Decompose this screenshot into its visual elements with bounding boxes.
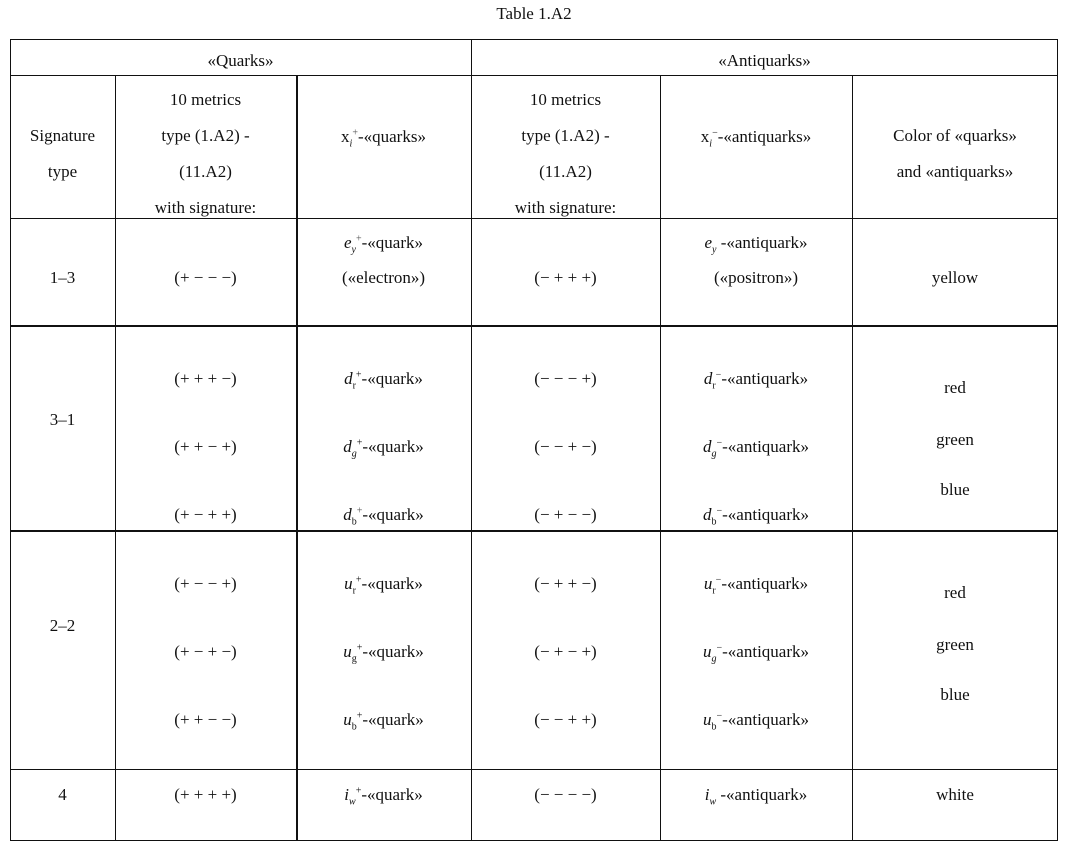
symbol-sup: − bbox=[716, 642, 723, 654]
antiquark-signature: (− − − +) bbox=[534, 369, 597, 388]
symbol-sub: g bbox=[351, 448, 357, 460]
header-line: (11.A2) bbox=[179, 162, 232, 181]
symbol-text: -«antiquark» bbox=[721, 574, 809, 593]
signature-type-cell: 3–1 bbox=[49, 410, 76, 429]
color-cell: yellow bbox=[931, 268, 979, 287]
antiquark-symbol bbox=[660, 574, 852, 597]
symbol-sup: + bbox=[356, 505, 363, 517]
signature-type-cell: 1–3 bbox=[49, 268, 76, 287]
symbol-base: d bbox=[703, 505, 712, 524]
symbol-text: -«quark» bbox=[362, 642, 424, 661]
header-color bbox=[852, 118, 1058, 190]
symbol-text: -«antiquarks» bbox=[717, 127, 812, 146]
quark-symbol bbox=[296, 369, 471, 392]
quark-symbol bbox=[296, 710, 471, 733]
quark-symbol bbox=[296, 574, 471, 597]
header-line: and «antiquarks» bbox=[896, 162, 1014, 181]
symbol-text: -«quark» bbox=[362, 710, 424, 729]
antiquark-signature: (− + − +) bbox=[534, 642, 597, 661]
symbol-text: -«antiquark» bbox=[721, 369, 809, 388]
symbol-base: d bbox=[344, 369, 353, 388]
quark-signature: (+ + + +) bbox=[174, 785, 237, 804]
symbol-sup: + bbox=[355, 785, 362, 797]
antiquark-symbol bbox=[660, 437, 852, 460]
color-cell: green bbox=[936, 430, 974, 449]
symbol-base: d bbox=[703, 369, 713, 388]
antiquark-symbol bbox=[660, 710, 852, 733]
quark-note: («electron») bbox=[341, 268, 426, 287]
group-header-quarks: «Quarks» bbox=[207, 51, 274, 70]
header-xi-quarks bbox=[296, 127, 471, 150]
quark-signature: (+ + − +) bbox=[174, 437, 237, 456]
symbol-sup: + bbox=[355, 574, 362, 586]
symbol-sub: g bbox=[711, 448, 717, 460]
header-signature-type bbox=[10, 118, 115, 190]
quark-signature: (+ − + −) bbox=[174, 642, 237, 661]
symbol-base: i bbox=[704, 785, 710, 804]
antiquark-signature: (− + + −) bbox=[534, 574, 597, 593]
row-divider bbox=[10, 325, 1058, 327]
group-header-antiquarks: «Antiquarks» bbox=[718, 51, 811, 70]
symbol-sub: b bbox=[711, 721, 717, 733]
symbol-text: -«quark» bbox=[361, 574, 423, 593]
color-cell: blue bbox=[940, 480, 970, 499]
color-cell: blue bbox=[940, 685, 970, 704]
antiquark-signature: (− + + +) bbox=[534, 268, 597, 287]
table-border-bottom bbox=[10, 840, 1058, 841]
header-line: with signature: bbox=[154, 198, 257, 217]
symbol-base: d bbox=[703, 437, 712, 456]
header-line: with signature: bbox=[514, 198, 617, 217]
symbol-sup: − bbox=[715, 369, 722, 381]
symbol-base: u bbox=[703, 574, 713, 593]
symbol-base: u bbox=[344, 574, 353, 593]
table-caption: Table 1.A2 bbox=[496, 4, 572, 23]
symbol-base: u bbox=[703, 710, 712, 729]
symbol-text: -«antiquark» bbox=[722, 642, 809, 661]
symbol-sub: b bbox=[351, 721, 357, 733]
quark-symbol bbox=[296, 233, 471, 256]
row-divider bbox=[10, 530, 1058, 532]
header-line: (11.A2) bbox=[539, 162, 592, 181]
symbol-sub: y bbox=[711, 244, 717, 256]
symbol-text: -«antiquark» bbox=[722, 437, 809, 456]
symbol-text: -«antiquark» bbox=[722, 505, 809, 524]
symbol-sup: + bbox=[356, 642, 363, 654]
header-metrics-antiquarks bbox=[471, 82, 660, 226]
symbol-sup: + bbox=[356, 437, 363, 449]
antiquark-signature: (− − + −) bbox=[534, 437, 597, 456]
symbol-text: -«quark» bbox=[362, 437, 424, 456]
quark-signature: (+ + − −) bbox=[174, 710, 237, 729]
header-line: 10 metrics bbox=[529, 90, 602, 109]
symbol-sub: i bbox=[349, 138, 353, 150]
symbol-sup: + bbox=[352, 127, 358, 139]
symbol-sup: − bbox=[716, 505, 723, 517]
header-metrics-quarks bbox=[115, 82, 296, 226]
symbol-sup: − bbox=[715, 574, 722, 586]
symbol-base: u bbox=[343, 710, 352, 729]
quark-symbol bbox=[296, 642, 471, 665]
symbol-sub: r bbox=[352, 380, 356, 392]
symbol-text: -«antiquark» bbox=[716, 785, 808, 804]
antiquark-signature: (− − − −) bbox=[534, 785, 597, 804]
quark-signature: (+ − − +) bbox=[174, 574, 237, 593]
quark-signature: (+ − − −) bbox=[174, 268, 237, 287]
symbol-sub: r bbox=[352, 585, 356, 597]
symbol-sub: b bbox=[351, 516, 357, 528]
antiquark-symbol bbox=[660, 785, 852, 808]
symbol-text: -«quark» bbox=[362, 505, 424, 524]
signature-type-cell: 4 bbox=[58, 785, 67, 804]
symbol-sub: g bbox=[711, 653, 717, 665]
signature-type-cell: 2–2 bbox=[49, 616, 76, 635]
quark-signature: (+ + + −) bbox=[174, 369, 237, 388]
header-line: Signature bbox=[29, 126, 96, 145]
header-line: type bbox=[47, 162, 78, 181]
symbol-sub: w bbox=[349, 796, 356, 808]
antiquark-symbol bbox=[660, 505, 852, 528]
row-divider bbox=[10, 769, 1058, 770]
symbol-sub: b bbox=[711, 516, 717, 528]
quark-signature: (+ − + +) bbox=[174, 505, 237, 524]
symbol-sub: w bbox=[709, 796, 717, 808]
symbol-text: -«quark» bbox=[361, 233, 423, 252]
table-border-top bbox=[10, 39, 1058, 40]
symbol-base: d bbox=[343, 437, 352, 456]
symbol-sup: + bbox=[355, 369, 362, 381]
symbol-base: e bbox=[704, 233, 712, 252]
symbol-base: x bbox=[700, 127, 710, 146]
symbol-text: -«quark» bbox=[361, 369, 423, 388]
symbol-base: d bbox=[343, 505, 352, 524]
symbol-base: x bbox=[341, 127, 350, 146]
symbol-base: i bbox=[344, 785, 350, 804]
symbol-text: -«quark» bbox=[361, 785, 423, 804]
quark-symbol bbox=[296, 785, 471, 808]
quark-symbol bbox=[296, 505, 471, 528]
header-line: Color of «quarks» bbox=[893, 126, 1017, 145]
antiquark-symbol bbox=[660, 233, 852, 256]
header-xi-antiquarks bbox=[660, 127, 852, 150]
symbol-sub: i bbox=[709, 138, 713, 150]
symbol-text: -«antiquark» bbox=[716, 233, 808, 252]
symbol-sub: r bbox=[712, 380, 716, 392]
symbol-sub: y bbox=[351, 244, 356, 256]
antiquark-signature: (− − + +) bbox=[534, 710, 597, 729]
symbol-text: -«antiquark» bbox=[722, 710, 809, 729]
color-cell: white bbox=[936, 785, 974, 804]
symbol-text: -«quarks» bbox=[357, 127, 426, 146]
symbol-sub: g bbox=[351, 653, 357, 665]
header-line: 10 metrics bbox=[169, 90, 242, 109]
symbol-base: u bbox=[703, 642, 712, 661]
color-cell: red bbox=[944, 583, 966, 602]
header-line: type (1.A2) - bbox=[161, 126, 250, 145]
row-divider bbox=[10, 75, 1058, 76]
symbol-base: e bbox=[343, 233, 352, 252]
antiquark-symbol bbox=[660, 369, 852, 392]
symbol-sup: + bbox=[356, 710, 363, 722]
quark-symbol bbox=[296, 437, 471, 460]
antiquark-note: («positron») bbox=[713, 268, 799, 287]
antiquark-signature: (− + − −) bbox=[534, 505, 597, 524]
quarks-antiquarks-table bbox=[10, 39, 1058, 841]
symbol-sup: − bbox=[712, 127, 718, 139]
color-cell: red bbox=[944, 378, 966, 397]
symbol-sub: r bbox=[712, 585, 716, 597]
symbol-sup: + bbox=[355, 233, 362, 245]
antiquark-symbol bbox=[660, 642, 852, 665]
symbol-base: u bbox=[343, 642, 352, 661]
symbol-sup: − bbox=[716, 710, 723, 722]
header-line: type (1.A2) - bbox=[521, 126, 610, 145]
color-cell: green bbox=[936, 635, 974, 654]
symbol-sup: − bbox=[716, 437, 723, 449]
